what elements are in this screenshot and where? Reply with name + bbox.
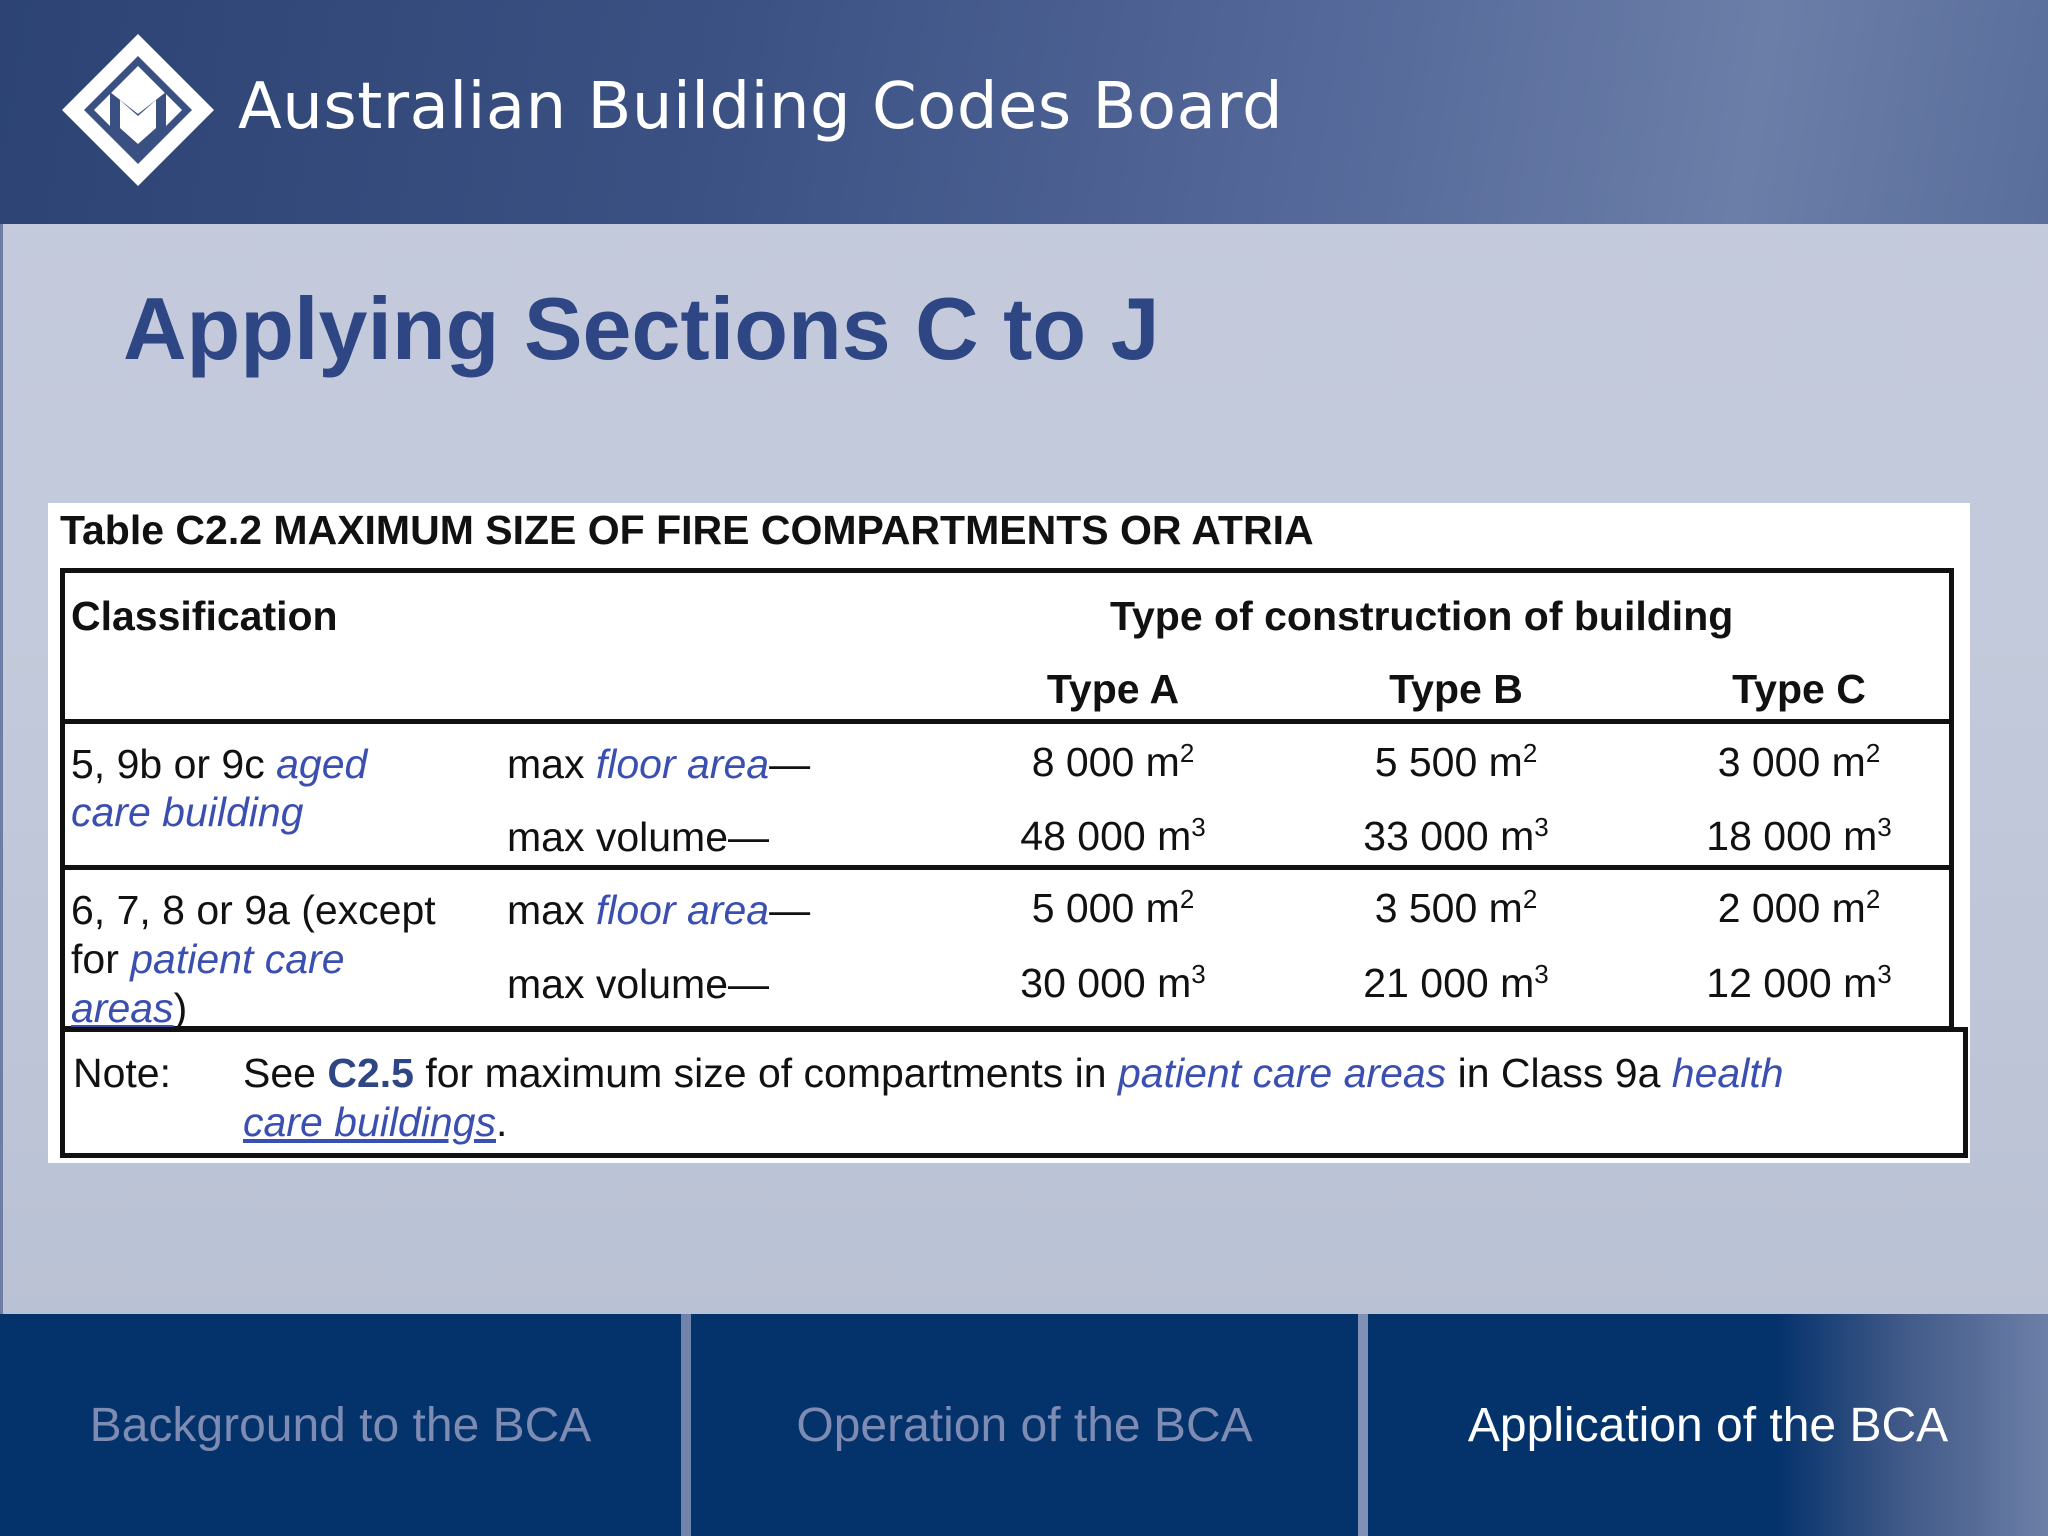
header-construction-type: Type of construction of building: [1110, 593, 1734, 639]
note-text-cont: care buildings.: [243, 1099, 508, 1145]
cell-volume-type-c: 12 000 $m^3$: [1706, 959, 1892, 1006]
brand-name: Australian Building Codes Board: [238, 70, 1284, 144]
cell-area-type-a: 5 000 $m^2$: [1031, 884, 1195, 931]
cell-volume-type-a: 48 000 $m^3$: [1020, 812, 1206, 859]
header-divider: [65, 719, 1949, 724]
table-caption: Table C2.2 MAXIMUM SIZE OF FIRE COMPARTMENTS OR ATRIA: [60, 507, 1314, 553]
cell-volume-type-b: 33 000 $m^3$: [1363, 812, 1549, 859]
cell-volume-type-c: 18 000 $m^3$: [1706, 812, 1892, 859]
row-label-volume: max volume—: [507, 814, 770, 860]
cell-volume-type-b: 21 000 $m^3$: [1363, 959, 1549, 1006]
nav-application-bca[interactable]: [1368, 1314, 2048, 1536]
row-classification-cont: care building: [71, 789, 304, 835]
fire-compartment-table: [60, 568, 1954, 1031]
nav-label: Application of the BCA: [1467, 1398, 1949, 1452]
row-classification: 5, 9b or 9c aged: [71, 741, 368, 787]
nav-label: Background to the BCA: [89, 1398, 592, 1452]
header-type-c: Type C: [1732, 666, 1866, 712]
note-text: See C2.5 for maximum size of compartments in patient care areas in Class 9a health: [243, 1050, 1784, 1096]
cell-area-type-c: 3 000 $m^2$: [1717, 738, 1881, 785]
row-divider: [65, 865, 1949, 870]
row-classification-cont: for patient care: [71, 936, 345, 982]
header-band: [0, 0, 2048, 224]
note-label: Note:: [73, 1050, 171, 1096]
nav-label: Operation of the BCA: [796, 1398, 1253, 1452]
cell-area-type-b: 5 500 $m^2$: [1374, 738, 1538, 785]
header-classification: Classification: [71, 593, 338, 639]
table-panel: [48, 503, 1970, 1163]
cell-area-type-a: 8 000 $m^2$: [1031, 738, 1195, 785]
row-classification: 6, 7, 8 or 9a (except: [71, 887, 436, 933]
slide-title: Applying Sections C to J: [123, 279, 1160, 378]
header-type-b: Type B: [1389, 666, 1523, 712]
note-ref-link[interactable]: C2.5: [327, 1050, 414, 1096]
header-type-a: Type A: [1046, 666, 1180, 712]
footer-nav: [0, 1314, 2048, 1536]
nav-background-bca[interactable]: [0, 1314, 681, 1536]
row-label-volume: max volume—: [507, 961, 770, 1007]
nav-operation-bca[interactable]: [691, 1314, 1358, 1536]
cell-area-type-c: 2 000 $m^2$: [1717, 884, 1881, 931]
row-label-floor-area: max floor area—: [507, 741, 811, 787]
cell-area-type-b: 3 500 $m^2$: [1374, 884, 1538, 931]
table-note: [60, 1027, 1968, 1158]
row-label-floor-area: max floor area—: [507, 887, 811, 933]
abcb-logo-icon: [58, 30, 218, 195]
cell-volume-type-a: 30 000 $m^3$: [1020, 959, 1206, 1006]
left-divider: [0, 224, 3, 1314]
row-classification-cont-2: areas): [71, 985, 188, 1031]
